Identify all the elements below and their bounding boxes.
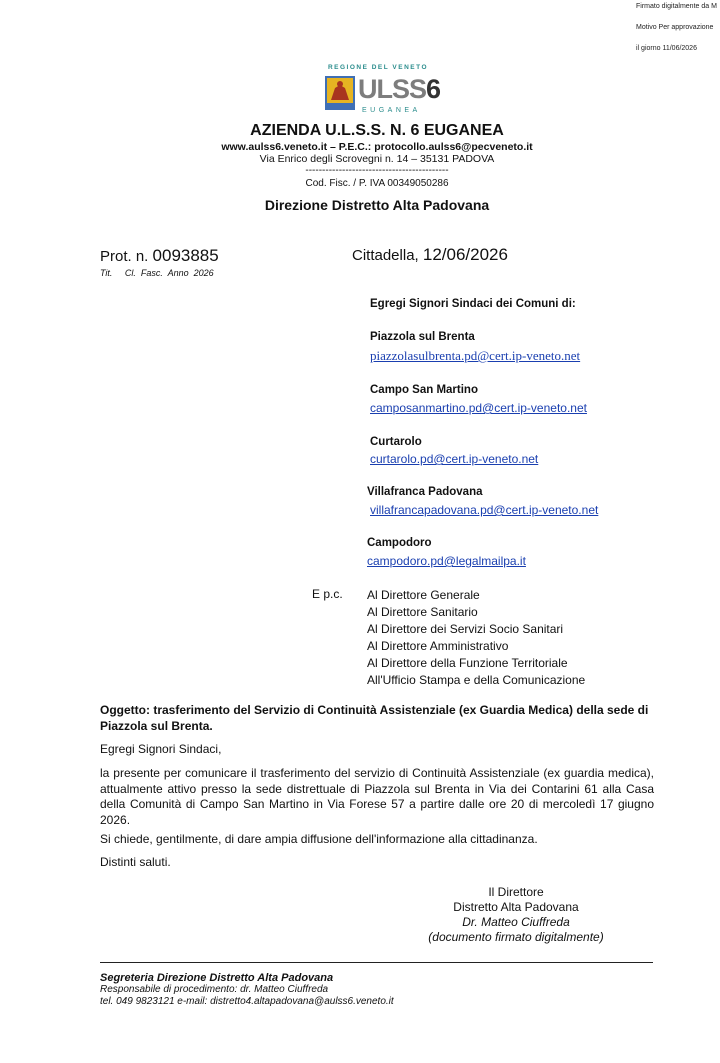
city: Cittadella, bbox=[352, 247, 419, 264]
ulss-logo bbox=[322, 64, 441, 120]
signature-stamp-line: Motivo Per approvazione bbox=[636, 24, 714, 31]
footer-divider bbox=[100, 962, 653, 963]
department-title: Direzione Distretto Alta Padovana bbox=[264, 197, 490, 213]
recipient-pec-link[interactable]: campodoro.pd@legalmailpa.it bbox=[367, 554, 526, 568]
letter-closing: Distinti saluti. bbox=[100, 855, 171, 869]
cc-label: E p.c. bbox=[312, 587, 343, 601]
cc-item: Al Direttore Sanitario bbox=[367, 605, 478, 619]
logo-ulss-text bbox=[358, 74, 440, 105]
recipient-name: Campo San Martino bbox=[370, 384, 478, 396]
signature-block bbox=[400, 885, 632, 945]
cc-item: Al Direttore Amministrativo bbox=[367, 639, 509, 653]
logo-euganea-text: EUGANEA bbox=[362, 107, 421, 114]
lion-crest-icon bbox=[325, 76, 355, 110]
logo-ulss: ULSS bbox=[358, 74, 427, 104]
cc-item: All'Ufficio Stampa e della Comunicazione bbox=[367, 673, 586, 687]
signer-name: Dr. Matteo Ciuffreda bbox=[462, 915, 570, 929]
company-address: Via Enrico degli Scrovegni n. 14 – 35131 PADOVA bbox=[259, 153, 495, 165]
cc-item: Al Direttore Generale bbox=[367, 588, 480, 602]
letter-body: la presente per comunicare il trasferimento del servizio di Continuità Assistenziale (ex guardia medica), attualmente attivo presso la sede distrettuale di Piazzola sul Brenta in Via dei Contarini 61 alla Casa della Comunità di Campo San Martino in Via Forese 57 a partire dalle ore 20 di mercoledì 17 giugno 2026. bbox=[100, 766, 654, 827]
footer-contacts: tel. 049 9823121 e-mail: distretto4.altapadovana@aulss6.veneto.it bbox=[100, 996, 394, 1007]
letter-subject: Oggetto: trasferimento del Servizio di Continuità Assistenziale (ex Guardia Medica) della sede di Piazzola sul Brenta. bbox=[100, 703, 649, 733]
cc-list bbox=[367, 587, 585, 689]
protocol-value: 0093885 bbox=[152, 246, 219, 265]
recipient-name: Villafranca Padovana bbox=[367, 486, 483, 498]
tax-code: Cod. Fisc. / P. IVA 00349050286 bbox=[305, 178, 449, 189]
signer-district: Distretto Alta Padovana bbox=[453, 900, 579, 914]
letter-request: Si chiede, gentilmente, di dare ampia diffusione dell'informazione alla cittadinanza. bbox=[100, 832, 538, 846]
cc-item: Al Direttore della Funzione Territoriale bbox=[367, 656, 568, 670]
recipient-name: Piazzola sul Brenta bbox=[370, 331, 475, 343]
cc-item: Al Direttore dei Servizi Socio Sanitari bbox=[367, 622, 564, 636]
recipient-pec-link[interactable]: curtarolo.pd@cert.ip-veneto.net bbox=[370, 452, 539, 466]
recipient-pec-link[interactable]: piazzolasulbrenta.pd@cert.ip-veneto.net bbox=[370, 348, 581, 363]
letter-salutation: Egregi Signori Sindaci, bbox=[100, 742, 222, 756]
letter-date: 12/06/2026 bbox=[422, 245, 508, 264]
header-separator: ------------------------------------------- bbox=[305, 165, 449, 176]
recipient-pec-link[interactable]: villafrancapadovana.pd@cert.ip-veneto.net bbox=[370, 503, 599, 517]
logo-ulss-number: 6 bbox=[426, 74, 441, 104]
protocol-number bbox=[100, 246, 219, 266]
place-date bbox=[352, 245, 508, 265]
recipient-pec-link[interactable]: camposanmartino.pd@cert.ip-veneto.net bbox=[370, 401, 587, 415]
recipients-heading: Egregi Signori Sindaci dei Comuni di: bbox=[370, 298, 576, 310]
signature-note: (documento firmato digitalmente) bbox=[428, 930, 604, 944]
footer-responsible: Responsabile di procedimento: dr. Matteo Ciuffreda bbox=[100, 984, 329, 995]
footer bbox=[100, 972, 394, 1008]
company-name: AZIENDA U.L.S.S. N. 6 EUGANEA bbox=[250, 122, 504, 139]
footer-office: Segreteria Direzione Distretto Alta Padovana bbox=[100, 972, 334, 984]
signer-title: Il Direttore bbox=[488, 885, 544, 899]
signature-stamp-line: Firmato digitalmente da M bbox=[636, 3, 717, 10]
protocol-label: Prot. n. bbox=[100, 248, 149, 265]
logo-region-text: REGIONE DEL VENETO bbox=[327, 64, 429, 71]
recipient-name: Campodoro bbox=[367, 537, 432, 549]
recipient-name: Curtarolo bbox=[370, 436, 422, 448]
signature-stamp-line: il giorno 11/06/2026 bbox=[636, 45, 697, 52]
classification-line: Tit. Cl. Fasc. Anno 2026 bbox=[100, 268, 214, 278]
website-pec-line: www.aulss6.veneto.it – P.E.C.: protocollo.aulss6@pecveneto.it bbox=[221, 141, 533, 153]
